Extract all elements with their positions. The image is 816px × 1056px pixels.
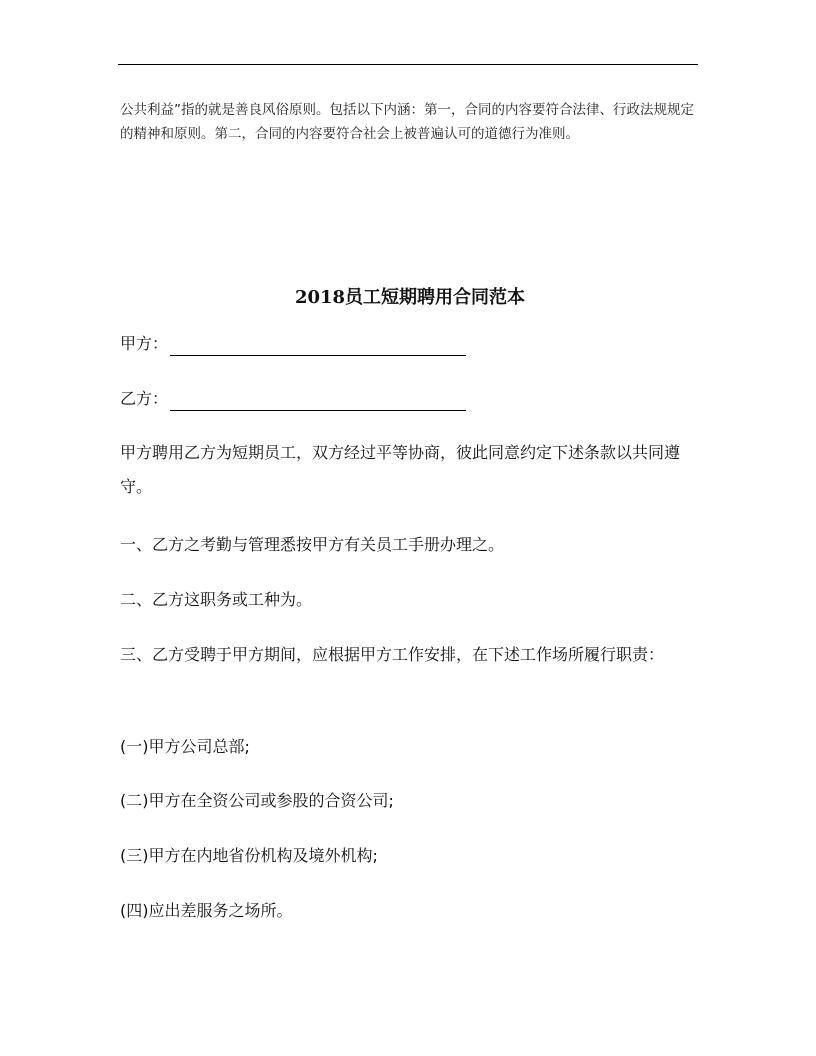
intro-paragraph: 公共利益”指的就是善良风俗原则。包括以下内涵：第一，合同的内容要符合法律、行政法规规定的精神和原则。第二，合同的内容要符合社会上被普遍认可的道德行为准则。 <box>120 102 694 142</box>
clause-1: 一、乙方之考勤与管理悉按甲方有关员工手册办理之。 <box>120 535 505 554</box>
document-title: 2018员工短期聘用合同范本 <box>294 287 526 308</box>
list-item-2: (二)甲方在全资公司或参股的合资公司; <box>120 791 394 810</box>
list-item-1: (一)甲方公司总部; <box>120 737 250 756</box>
preamble-paragraph: 甲方聘用乙方为短期员工，双方经过平等协商，彼此同意约定下述条款以共同遵守。 <box>120 443 681 496</box>
party-a-blank <box>170 337 466 356</box>
clause-2: 二、乙方这职务或工种为。 <box>120 590 313 609</box>
party-b-label: 乙方： <box>120 389 169 408</box>
list-item-3: (三)甲方在内地省份机构及境外机构; <box>120 846 378 865</box>
party-b-line <box>120 387 466 411</box>
party-a-line <box>120 332 466 356</box>
party-a-label: 甲方： <box>120 334 169 353</box>
header-rule <box>118 64 698 65</box>
party-b-blank <box>170 392 466 411</box>
clause-3: 三、乙方受聘于甲方期间，应根据甲方工作安排，在下述工作场所履行职责： <box>120 645 665 664</box>
list-item-4: (四)应出差服务之场所。 <box>120 901 293 920</box>
